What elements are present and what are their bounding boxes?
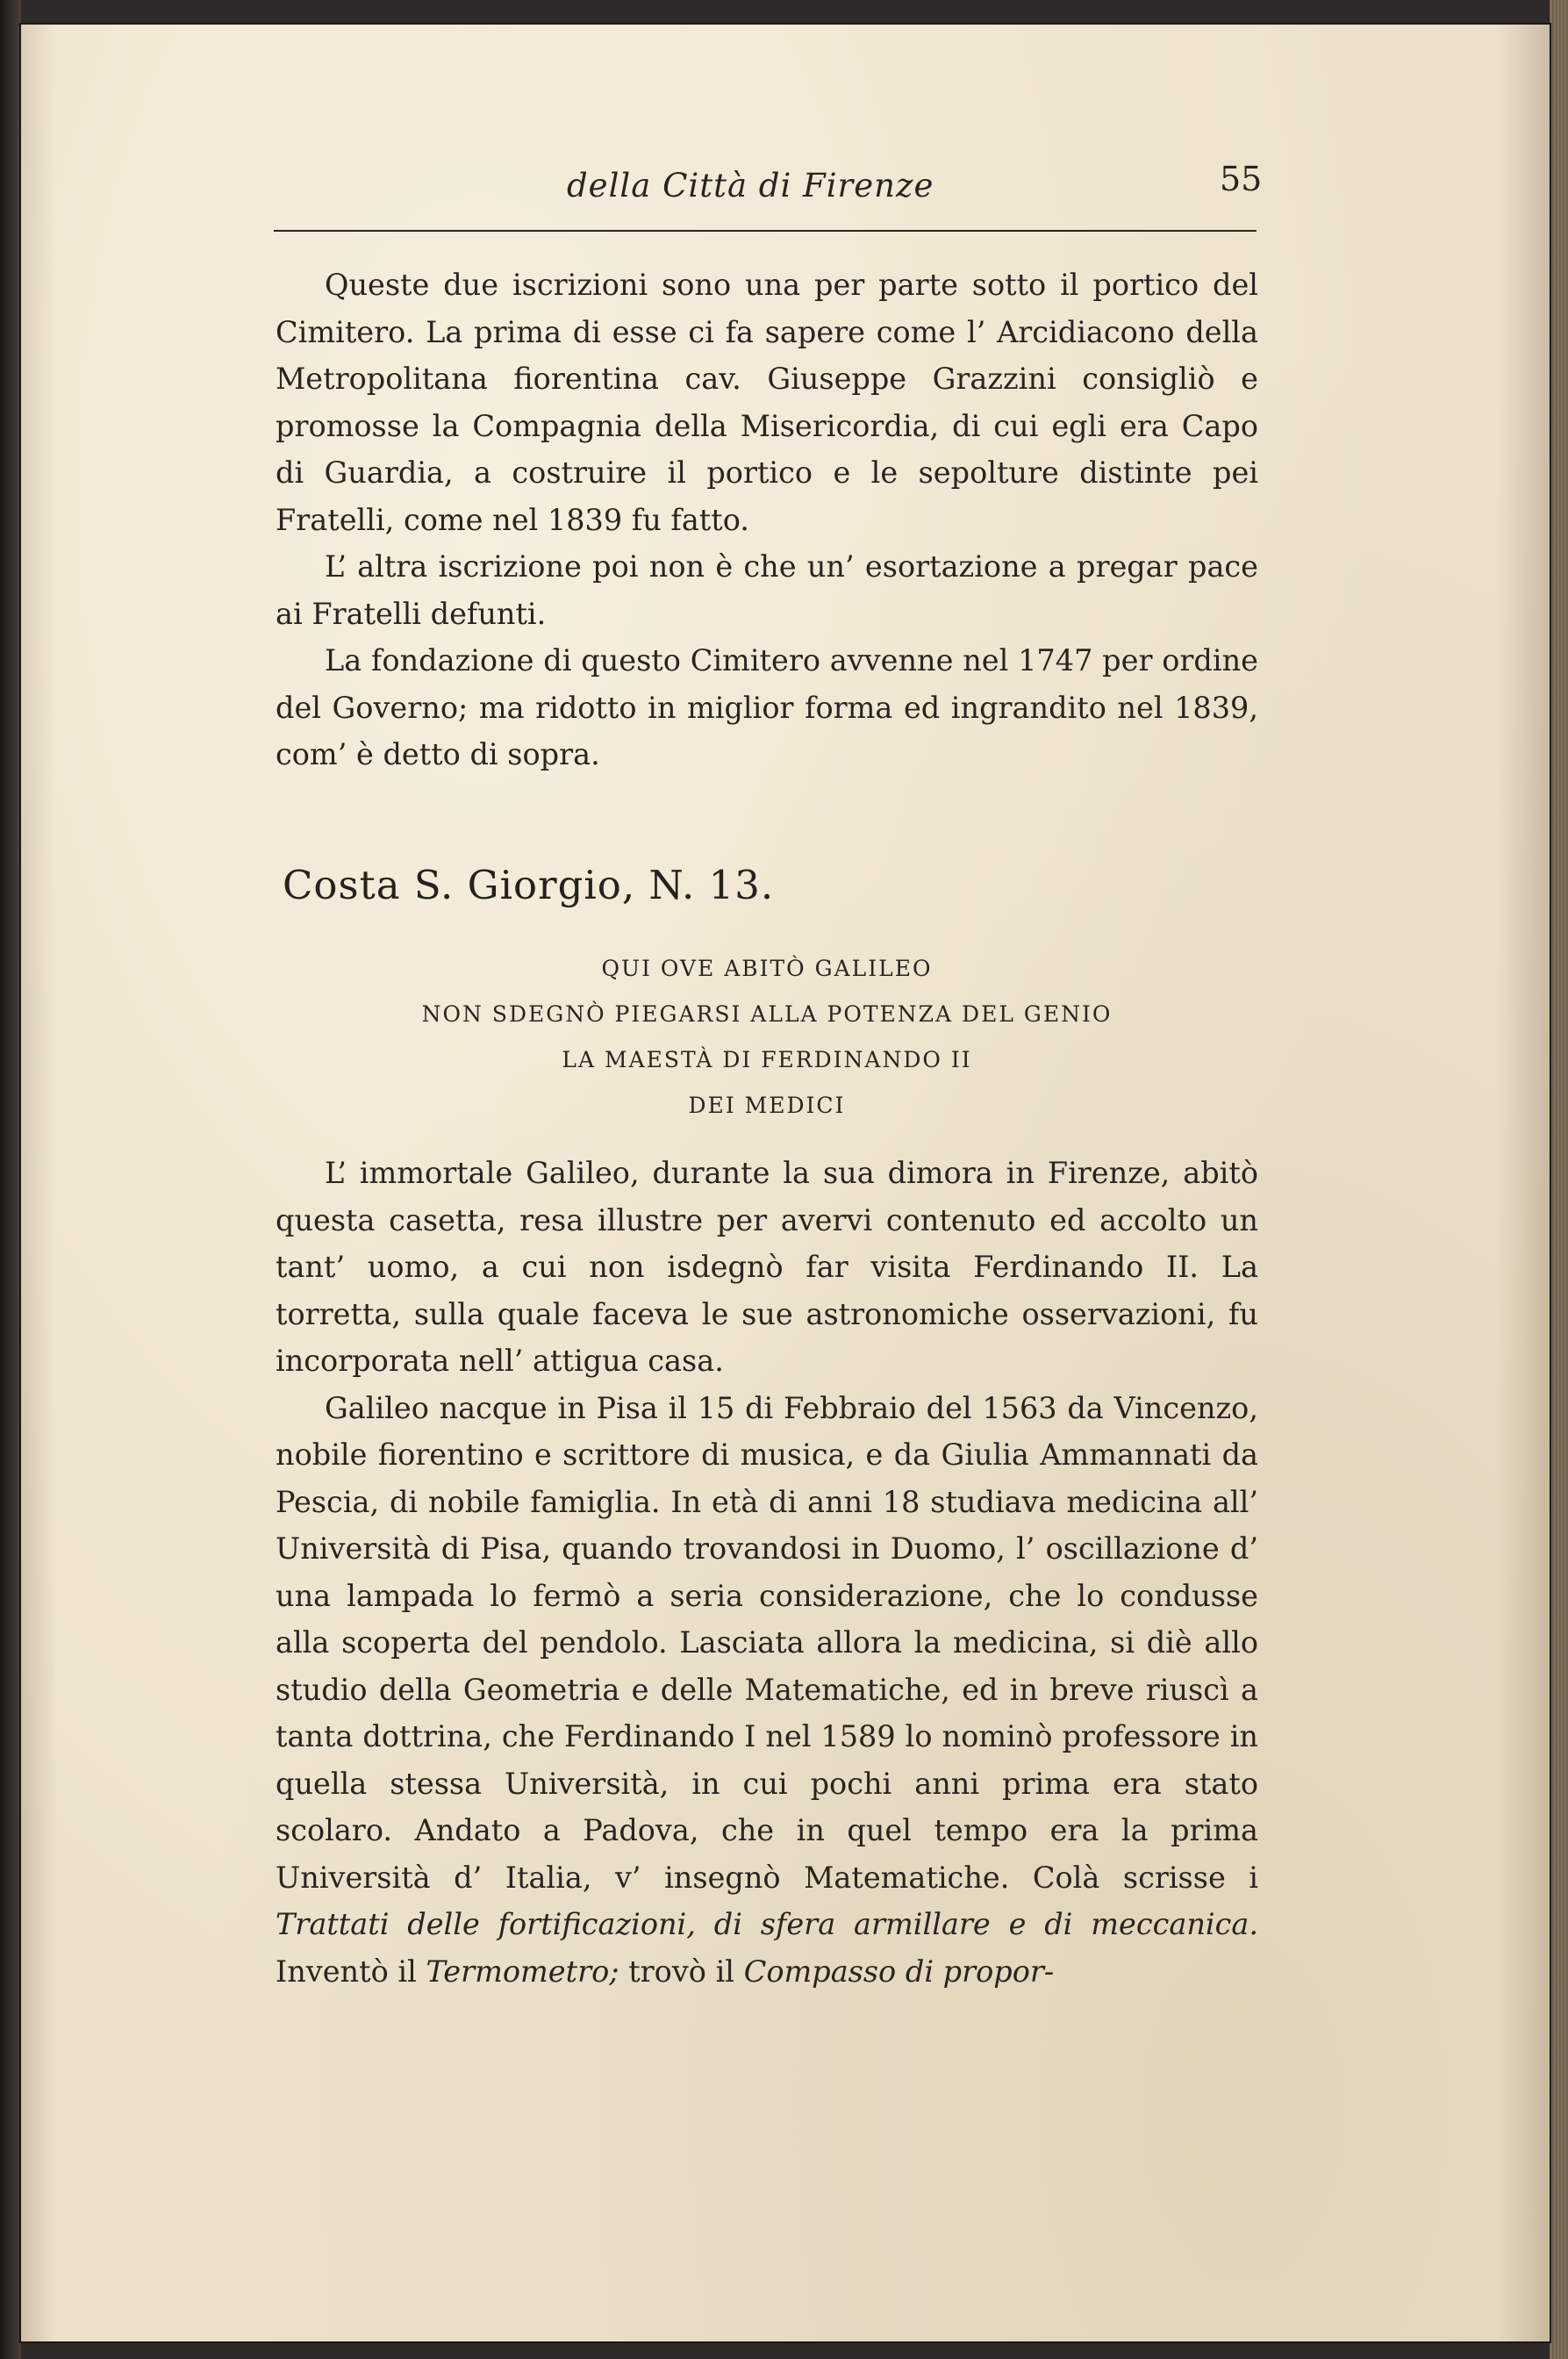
page-edges [1550, 0, 1568, 2359]
inscription-line: NON SDEGNÒ PIEGARSI ALLA POTENZA DEL GENIO [421, 1001, 1113, 1027]
italic-title: Termometro; [426, 1954, 619, 1989]
inscription [276, 946, 1258, 1129]
top-text-block [276, 262, 1258, 778]
paragraph-text: Galileo nacque in Pisa il 15 di Febbraio del 1563 da Vincenzo, nobile fiorentino e scrittore di musica, e da Giulia Ammannati da Pescia, di nobile famiglia. In età di anni 18 studiava medicina all’ Università di Pisa, quando trovandosi in Duomo, l’ oscillazione d’ una lampada lo fermò a seria considerazione, che lo condusse alla scoperta del pendolo. Lasciata allora la medicina, si diè allo studio della Geometria e delle Matematiche, ed in breve riuscì a tanta dottrina, che Ferdinando I nel 1589 lo nominò professore in quella stessa Università, in cui pochi anni prima era stato scolaro. Andato a Padova, che in quel tempo era la prima Università d’ Italia, v’ insegnò Matematiche. Colà scrisse i [276, 1390, 1258, 1895]
inscription-line: LA MAESTÀ DI FERDINANDO II [562, 1047, 972, 1072]
italic-title: Trattati delle fortificazioni, di sfera armillare e di meccanica. [276, 1907, 1258, 1941]
paragraph-iscrizioni: Queste due iscrizioni sono una per parte sotto il portico del Cimitero. La prima di esse ci fa sapere come l’ Arcidiacono della Metropolitana fiorentina cav. Giuseppe Grazzini consigliò e promosse la Compagnia della Misericordia, di cui egli era Capo di Guardia, a costruire il portico e le sepolture distinte pei Fratelli, come nel 1839 fu fatto. [276, 268, 1258, 537]
section-heading: Costa S. Giorgio, N. 13. [283, 862, 775, 908]
italic-title: Compasso di propor- [743, 1954, 1055, 1989]
paragraph-altra-iscrizione: L’ altra iscrizione poi non è che un’ esortazione a pregar pace ai Fratelli defunti. [276, 549, 1258, 631]
paragraph-immortale-galileo: L’ immortale Galileo, durante la sua dimora in Firenze, abitò questa casetta, resa illustre per avervi contenuto ed accolto un tant’ uomo, a cui non isdegnò far visita Ferdinando II. La torretta, sulla quale faceva le sue astronomiche osservazioni, fu incorporata nell’ attigua casa. [276, 1156, 1258, 1378]
paragraph-fondazione: La fondazione di questo Cimitero avvenne nel 1747 per ordine del Governo; ma ridotto in miglior forma ed ingrandito nel 1839, com’ è detto di sopra. [276, 643, 1258, 771]
header-rule [274, 230, 1257, 232]
galileo-text-block [276, 1150, 1258, 1995]
running-title: della Città di Firenze [567, 167, 934, 204]
page-number: 55 [1220, 160, 1263, 198]
book-spine [0, 0, 21, 2359]
inscription-line: QUI OVE ABITÒ GALILEO [601, 956, 933, 981]
paragraph-text: Inventò il [276, 1954, 417, 1989]
inscription-line: DEI MEDICI [688, 1093, 846, 1118]
paragraph-galileo-nacque [276, 1385, 1258, 1996]
paragraph-text: trovò il [628, 1954, 735, 1989]
